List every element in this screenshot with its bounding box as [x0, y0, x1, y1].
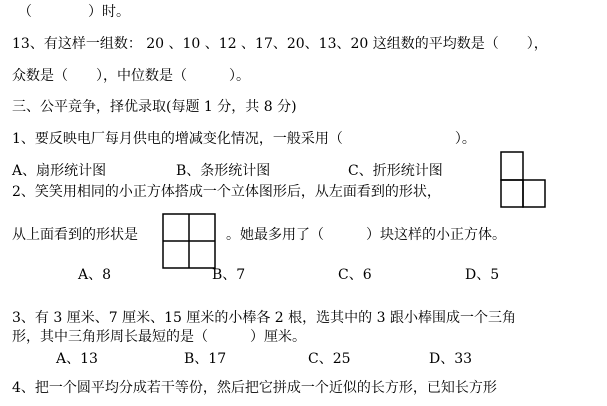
q3-option-a: A、13 [56, 351, 98, 367]
q1-option-c: C、折形统计图 [348, 163, 443, 179]
q3-option-d: D、33 [429, 351, 473, 367]
q1-option-b: B、条形统计图 [176, 163, 271, 179]
left-view-figure [499, 150, 549, 210]
top-view-figure [161, 212, 217, 270]
q3-option-c: C、25 [308, 351, 351, 367]
text-line-0: （ ）时。 [18, 4, 130, 20]
question-2-top-view-label: 从上面看到的形状是 [12, 227, 138, 243]
question-3: 3、有 3 厘米、7 厘米、15 厘米的小棒各 2 根，选其中的 3 跟小棒围成一个三角 [12, 310, 516, 326]
q3-option-b: B、17 [184, 351, 227, 367]
q2-option-a: A、8 [78, 267, 112, 283]
q2-option-d: D、5 [465, 267, 500, 283]
question-4: 4、把一个圆平均分成若干等份，然后把它拼成一个近似的长方形，已知长方形 [12, 380, 497, 396]
q2-option-b: B、7 [212, 267, 246, 283]
q1-option-a: A、扇形统计图 [12, 163, 107, 179]
question-2-cont: 。她最多用了（ ）块这样的小正方体。 [226, 227, 506, 243]
section-heading: 三、公平竞争，择优录取(每题 1 分，共 8 分) [12, 99, 297, 115]
question-13-cont: 众数是（ ），中位数是（ ）。 [12, 68, 250, 84]
question-1: 1、要反映电厂每月供电的增减变化情况，一般采用（ ）。 [12, 131, 476, 147]
question-13: 13、有这样一组数： 20 、10 、12 、17、20、13、20 这组数的平均数是（ ）， [12, 36, 548, 52]
question-3-cont: 形，其中三角形周长最短的是（ ）厘米。 [12, 329, 306, 345]
q2-option-c: C、6 [338, 267, 372, 283]
question-2: 2、笑笑用相同的小正方体搭成一个立体图形后，从左面看到的形状， [12, 184, 441, 200]
